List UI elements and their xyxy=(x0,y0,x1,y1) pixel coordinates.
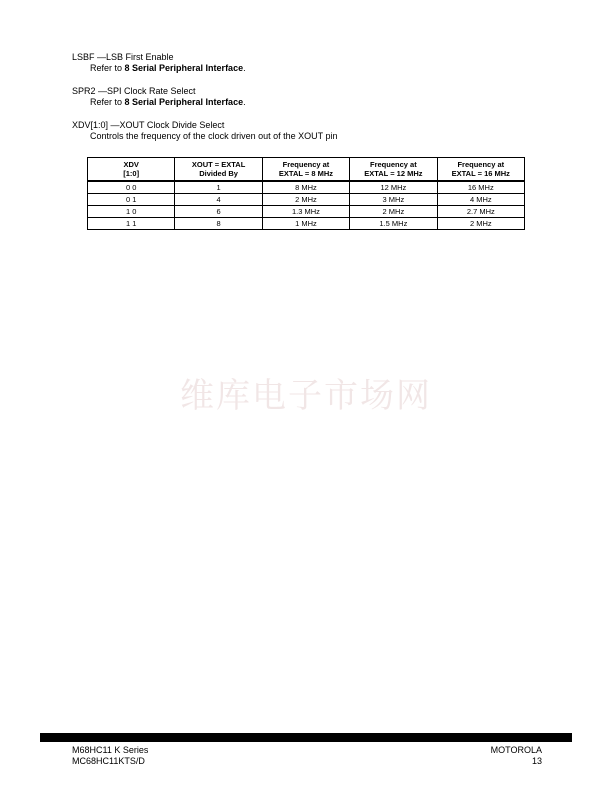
table-cell: 8 MHz xyxy=(262,181,349,194)
table-cell: 12 MHz xyxy=(350,181,437,194)
table-cell: 4 xyxy=(175,194,262,206)
page-number: 13 xyxy=(531,756,542,766)
footer-right xyxy=(491,745,542,767)
table-row xyxy=(88,218,525,230)
header-freq-16mhz: Frequency at EXTAL = 16 MHz xyxy=(437,158,524,182)
table-cell: 0 1 xyxy=(88,194,175,206)
spr2-desc-suffix: . xyxy=(243,97,246,107)
table-cell: 16 MHz xyxy=(437,181,524,194)
lsbf-description xyxy=(72,63,246,74)
table-cell: 2 MHz xyxy=(350,206,437,218)
table-cell: 1 xyxy=(175,181,262,194)
spr2-term: SPR2 —SPI Clock Rate Select xyxy=(72,86,196,96)
table-cell: 0 0 xyxy=(88,181,175,194)
header-xdv: XDV [1:0] xyxy=(88,158,175,182)
footer-series-name: M68HC11 K Series xyxy=(72,745,149,755)
header-freq-8mhz: Frequency at EXTAL = 8 MHz xyxy=(262,158,349,182)
table-row xyxy=(88,194,525,206)
table-row xyxy=(88,181,525,194)
spr2-entry xyxy=(72,86,246,108)
footer-document-number: MC68HC11KTS/D xyxy=(72,756,145,766)
footer-publisher: MOTOROLA xyxy=(490,745,542,755)
table-header-row xyxy=(88,158,525,182)
xdv-entry xyxy=(72,120,337,142)
table-cell: 4 MHz xyxy=(437,194,524,206)
table-cell: 2.7 MHz xyxy=(437,206,524,218)
lsbf-term: LSBF —LSB First Enable xyxy=(72,52,174,62)
footer-divider-bar xyxy=(40,733,572,742)
spr2-section-reference: 8 Serial Peripheral Interface xyxy=(124,97,244,107)
table-cell: 1 0 xyxy=(88,206,175,218)
header-freq-12mhz: Frequency at EXTAL = 12 MHz xyxy=(350,158,437,182)
table-cell: 1.3 MHz xyxy=(262,206,349,218)
spr2-desc-prefix: Refer to xyxy=(90,97,125,107)
table-cell: 1 MHz xyxy=(262,218,349,230)
table-cell: 1.5 MHz xyxy=(350,218,437,230)
watermark: 维库电子市场网 xyxy=(180,376,432,416)
xdv-term: XDV[1:0] —XOUT Clock Divide Select xyxy=(72,120,225,130)
lsbf-section-reference: 8 Serial Peripheral Interface xyxy=(124,63,244,73)
table-cell: 2 MHz xyxy=(437,218,524,230)
spr2-description xyxy=(72,97,246,108)
table-cell: 1 1 xyxy=(88,218,175,230)
footer-left xyxy=(72,745,148,767)
xdv-description: Controls the frequency of the clock driven out of the XOUT pin xyxy=(90,131,338,141)
table-cell: 3 MHz xyxy=(350,194,437,206)
table-cell: 6 xyxy=(175,206,262,218)
table-cell: 2 MHz xyxy=(262,194,349,206)
lsbf-entry xyxy=(72,52,246,74)
table-cell: 8 xyxy=(175,218,262,230)
table-row xyxy=(88,206,525,218)
lsbf-desc-prefix: Refer to xyxy=(90,63,125,73)
lsbf-desc-suffix: . xyxy=(243,63,246,73)
header-divided-by: XOUT = EXTAL Divided By xyxy=(175,158,262,182)
xdv-frequency-table xyxy=(87,157,525,230)
